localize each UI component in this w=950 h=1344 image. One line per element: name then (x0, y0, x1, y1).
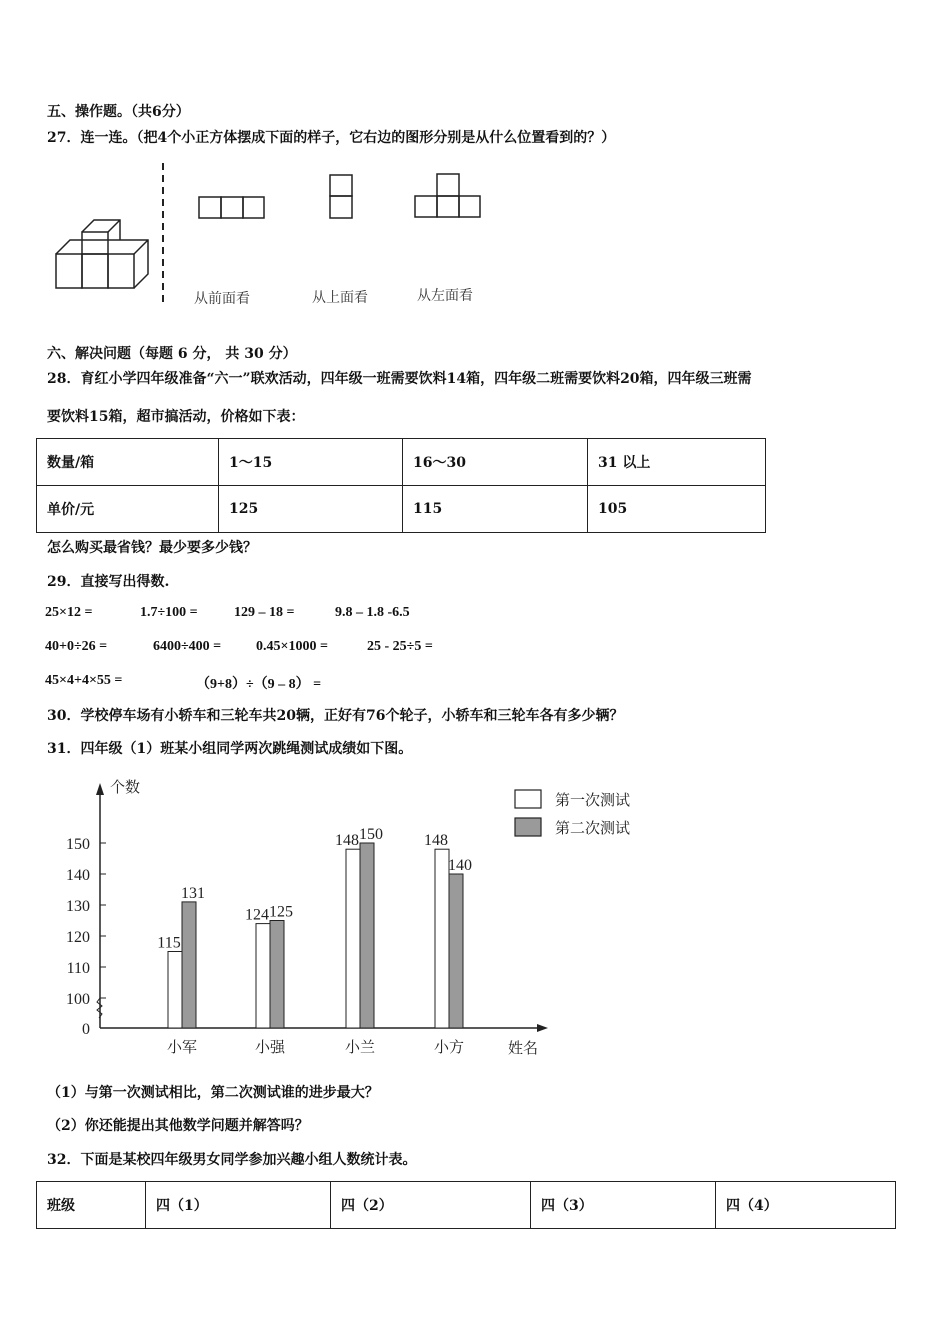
table-cell: 数量/箱 (37, 439, 219, 486)
q31-sub2: （2）你还能提出其他数学问题并解答吗？ (47, 1118, 309, 1134)
legend-label: 第一次测试 (555, 791, 631, 809)
data-label: 125 (269, 903, 293, 921)
bar-1 (346, 849, 360, 1028)
table-cell: 125 (219, 486, 403, 533)
category-label: 小兰 (344, 1038, 376, 1056)
table-cell: 四（2） (331, 1182, 531, 1229)
bar-2 (360, 843, 374, 1028)
bar-2 (270, 921, 284, 1029)
math-item: 25×12 = (45, 605, 93, 620)
q28-line2: 要饮料15箱，超市搞活动，价格如下表： (47, 409, 305, 425)
q28-line1: 28．育红小学四年级准备“六一”联欢活动，四年级一班需要饮料14箱，四年级二班需要饮料20箱，四年级三班需 (47, 371, 752, 387)
legend-swatch (515, 790, 541, 808)
interest-group-table (36, 1181, 896, 1229)
y-axis-arrow (96, 783, 104, 795)
view-label-left: 从左面看 (417, 288, 473, 304)
math-item: 129 – 18 = (234, 605, 295, 620)
math-item: 9.8 – 1.8 -6.5 (335, 605, 410, 620)
data-label: 148 (424, 832, 448, 850)
bar-1 (168, 952, 182, 1029)
legend-label: 第二次测试 (555, 819, 631, 837)
q31-sub1: （1）与第一次测试相比，第二次测试谁的进步最大？ (47, 1085, 379, 1101)
data-label: 115 (157, 934, 181, 952)
q32-text: 32．下面是某校四年级男女同学参加兴趣小组人数统计表。 (47, 1152, 417, 1168)
data-label: 148 (335, 832, 359, 850)
category-label: 小军 (166, 1038, 198, 1056)
q31-text: 31．四年级（1）班某小组同学两次跳绳测试成绩如下图。 (47, 741, 413, 757)
table-cell: 四（1） (146, 1182, 331, 1229)
bar-1 (435, 849, 449, 1028)
bar-2 (449, 874, 463, 1028)
data-label: 140 (448, 857, 472, 874)
section6-heading: 六、解决问题（每题 6 分， 共 30 分） (47, 346, 297, 362)
math-item: 6400÷400 = (153, 639, 222, 654)
q28-question: 怎么购买最省钱？最少要多少钱？ (47, 540, 257, 556)
table-cell: 115 (403, 486, 588, 533)
table-row (37, 1182, 896, 1229)
view-label-front: 从前面看 (194, 291, 250, 307)
data-label: 150 (359, 826, 383, 843)
q29-text: 29．直接写出得数. (47, 574, 170, 590)
table-cell: 班级 (37, 1182, 146, 1229)
x-axis-label: 姓名 (508, 1039, 539, 1057)
table-cell: 105 (588, 486, 766, 533)
y-axis-label: 个数 (110, 778, 141, 796)
y-tick-label: 140 (66, 867, 90, 884)
q27-text: 27．连一连。（把4个小正方体摆成下面的样子，它右边的图形分别是从什么位置看到的？） (47, 130, 616, 146)
bar-2 (182, 902, 196, 1028)
math-item: 45×4+4×55 = (45, 673, 123, 688)
table-cell: 31 以上 (588, 439, 766, 486)
table-cell: 16～30 (403, 439, 588, 486)
y-tick-label: 110 (66, 960, 90, 977)
table-cell: 1～15 (219, 439, 403, 486)
view-label-top: 从上面看 (312, 290, 368, 306)
bar-1 (256, 924, 270, 1028)
category-label: 小强 (254, 1038, 286, 1056)
data-label: 124 (245, 906, 269, 924)
section5-heading: 五、操作题。（共6分） (47, 104, 190, 120)
y-tick-label: 150 (66, 836, 90, 853)
math-item: 0.45×1000 = (256, 639, 328, 654)
math-item: 1.7÷100 = (140, 605, 198, 620)
y-tick-label: 0 (82, 1021, 90, 1038)
math-item: 25 - 25÷5 = (367, 639, 433, 654)
table-cell: 四（3） (531, 1182, 716, 1229)
table-cell: 四（4） (716, 1182, 896, 1229)
table-cell: 单价/元 (37, 486, 219, 533)
category-label: 小方 (433, 1038, 465, 1056)
math-item: （9+8）÷（9 – 8） = (196, 677, 322, 692)
data-label: 131 (181, 884, 205, 902)
math-item: 40+0÷26 = (45, 639, 108, 654)
y-tick-label: 130 (66, 898, 90, 915)
q30-text: 30．学校停车场有小轿车和三轮车共20辆，正好有76个轮子，小轿车和三轮车各有多少辆？ (47, 708, 624, 724)
x-axis-arrow (537, 1024, 548, 1032)
legend-swatch (515, 818, 541, 836)
y-tick-label: 100 (66, 991, 90, 1008)
y-tick-label: 120 (66, 929, 90, 946)
